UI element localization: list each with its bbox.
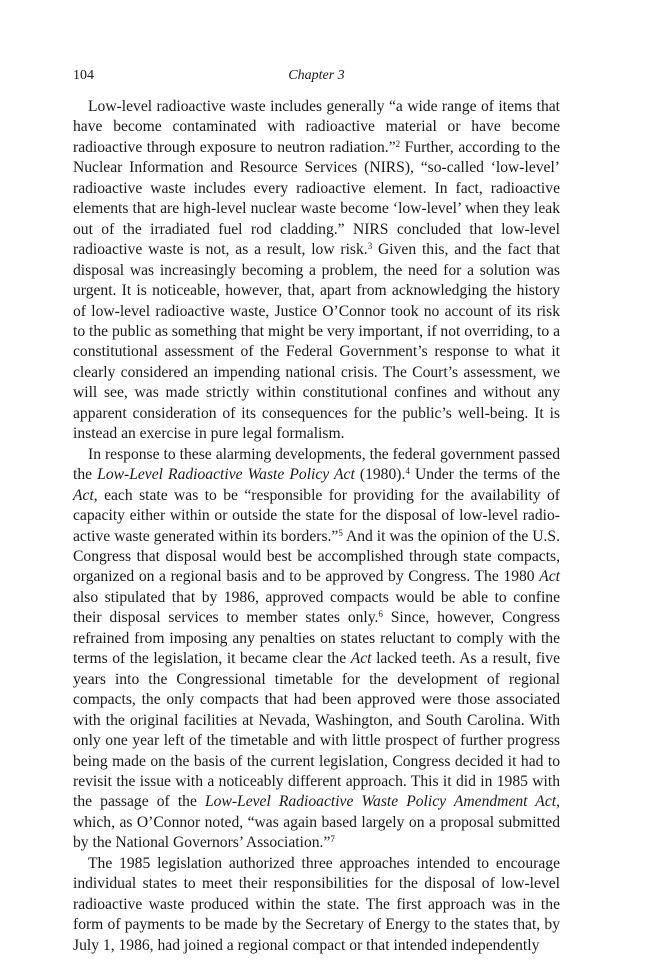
italic-title: Low-Level Radioactive Waste Policy Act — [97, 466, 355, 484]
body-text — [73, 97, 560, 956]
running-head: Chapter 3 — [288, 68, 345, 83]
text-run: Since, however, Congress refrained from imposing any penalties on states reluctant to comply with the terms of the legislation, it became clear the — [73, 609, 560, 668]
text-run: , which, as O’Connor noted, “was again based largely on a proposal submitted by the National Governors’ Association.” — [73, 793, 560, 852]
italic-title: Act — [350, 650, 372, 668]
text-run: And it was the opinion of the U.S. Congress that disposal would best be accomplished through state compacts, organized on a regional basis and to be approved by Congress. The 1980 — [73, 527, 560, 586]
page-number: 104 — [73, 68, 94, 83]
footnote-marker: 5 — [338, 527, 343, 538]
footnote-marker: 6 — [378, 609, 383, 620]
footnote-marker: 4 — [405, 466, 410, 477]
text-run: also stipulated that by 1986, approved compacts would be able to confine their disposal services to member states only. — [73, 588, 560, 627]
text-run: Given this, and the fact that disposal was increasingly becoming a problem, the need for a solution was urgent. It is noticeable, however, that, apart from acknowledging the history of low-level radioactive waste, Justice O’Connor took no account of its risk to the public as something that might be very important, if not overriding, to a constitutional assessment of the Federal Government’s response to what it clearly considered an impending national crisis. The Court’s assessment, we will see, was made strictly within constitutional confines and without any apparent consideration of its consequences for the public’s well-being. It is instead an exercise in pure legal formalism. — [73, 241, 560, 443]
page-header — [73, 68, 560, 88]
italic-title: Act — [539, 568, 560, 586]
text-run: Low-level radioactive waste includes generally “a wide range of items that have become contaminated with radioactive material or have become radioactive through exposure to neutron radiation.” — [73, 98, 560, 156]
italic-title: Low-Level Radioactive Waste Policy Amendment Act — [204, 793, 557, 811]
footnote-marker: 2 — [395, 138, 401, 149]
text-run: Further, according to the Nuclear Information and Resource Services (NIRS), “so-called ‘low-level’ radioactive waste includes every radioactive element. In fact, radioactive elements that are high-level nuclear waste become ‘low-level’ when they leak out of the irradiated fuel rod cladding.” NIRS concluded that low-level radioactive waste is not, as a result, low risk. — [73, 138, 560, 259]
text-run: In response to these alarming developments, the federal government passed the — [73, 445, 560, 484]
paragraph — [73, 97, 560, 445]
text-run: Under the terms of the — [409, 466, 560, 484]
text-run: The 1985 legislation authorized three approaches intended to encourage individual states to meet their responsibilities for the disposal of low-level radioactive waste produced within the state. The first approach was in the form of payments to be made by the Secretary of Energy to the states that, by July 1, 1986, had joined a regional compact or that intended independently — [73, 854, 560, 954]
text-run: (1980). — [354, 466, 406, 484]
paragraph — [73, 854, 560, 956]
text-run: lacked teeth. As a result, five years into the Congressional timetable for the development of regional compacts, the only compacts that had been approved were those associated with the original facilities at Nevada, Washington, and South Carolina. With only one year left of the timetable and with little prospect of further progress being made on the basis of the current legislation, Congress decided it had to revisit the issue with a noticeably different approach. This it did in 1985 with the passage of the — [73, 650, 560, 811]
text-run: , each state was to be “responsible for providing for the availability of capacity either within or outside the state for the disposal of low-level radioactive waste generated within its borders.” — [73, 486, 560, 545]
paragraph — [73, 445, 560, 854]
italic-title: Act — [73, 486, 94, 504]
footnote-marker: 3 — [367, 241, 373, 252]
footnote-marker: 7 — [330, 834, 335, 845]
